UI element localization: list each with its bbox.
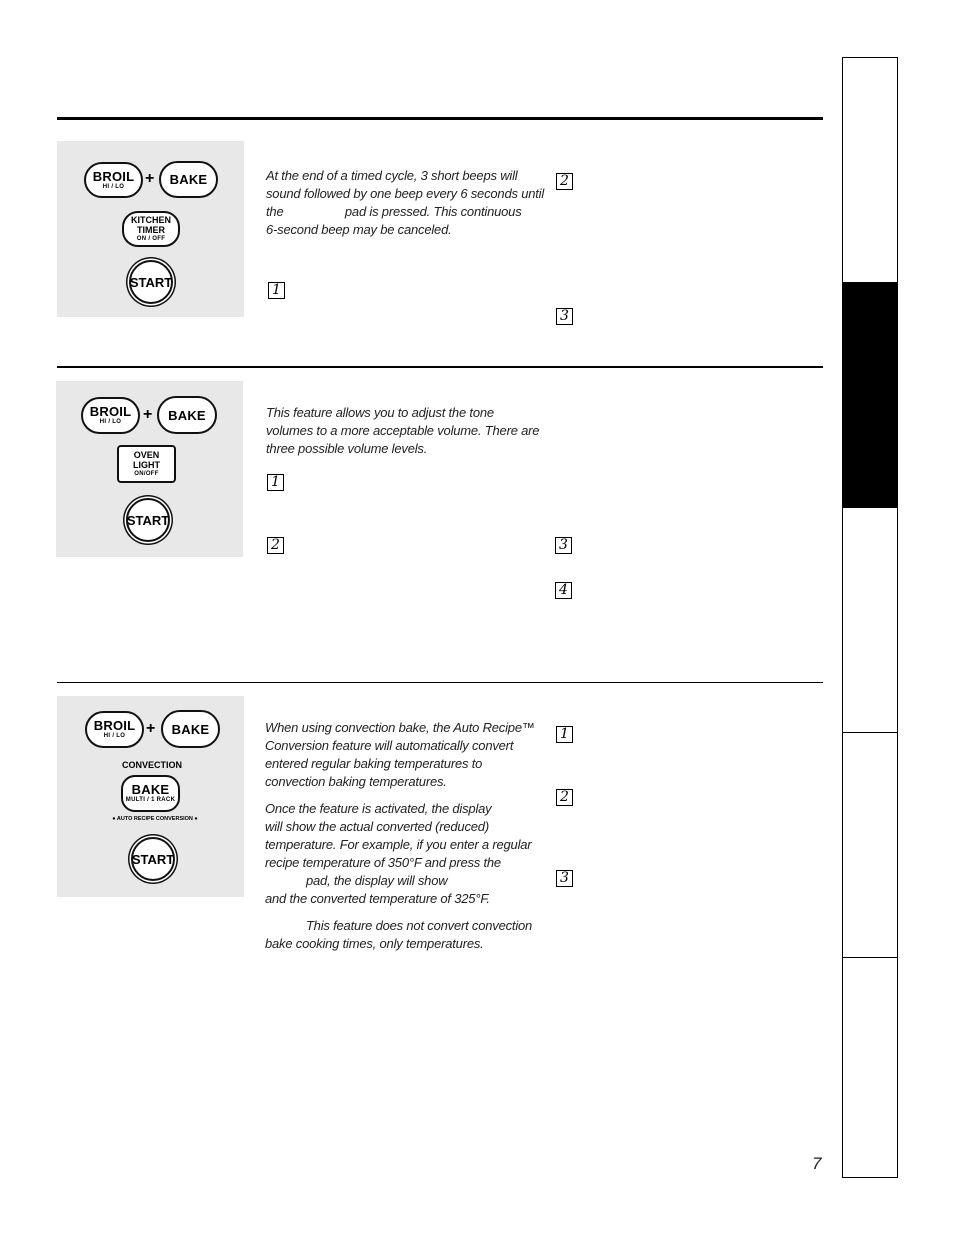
keypad-illustration-timer (57, 141, 244, 317)
paragraph-line: will show the actual converted (reduced) (265, 819, 489, 834)
step-number-box: 3 (556, 870, 573, 887)
paragraph-line: When using convection bake, the Auto Recipe™ (265, 720, 535, 735)
paragraph-line: Conversion feature will automatically convert (265, 738, 514, 753)
broil-pad (84, 162, 143, 198)
paragraph-line: This feature does not convert convection (265, 918, 533, 933)
paragraph-line: the pad is pressed. This continuous (266, 204, 522, 219)
paragraph-line: temperature. For example, if you enter a regular (265, 837, 532, 852)
paragraph-line: sound followed by one beep every 6 seconds until (266, 186, 545, 201)
paragraph-line: pad, the display will show (265, 873, 448, 888)
paragraph-line: Once the feature is activated, the display (265, 801, 492, 816)
step-number-box: 4 (555, 582, 572, 599)
oven-light-sublabel: ON/OFF (134, 471, 159, 477)
auto-recipe-conversion-label: ● AUTO RECIPE CONVERSION ● (112, 816, 198, 822)
paragraph-line: At the end of a timed cycle, 3 short beeps will (266, 168, 518, 183)
plus-sign: + (143, 406, 153, 423)
paragraph-line: volumes to a more acceptable volume. There are (266, 423, 540, 438)
start-pad-label: START (131, 851, 175, 867)
keypad-illustration-auto-recipe (57, 696, 244, 897)
section-tabs (842, 57, 898, 1178)
bake-pad-label: BAKE (169, 172, 208, 187)
kitchen-timer-label-1: KITCHEN (131, 215, 171, 225)
tab-divider (843, 957, 897, 958)
keypad-illustration-tone-volume (56, 381, 243, 557)
paragraph-line: bake cooking times, only temperatures. (265, 936, 484, 951)
step-number-box: 2 (556, 173, 573, 190)
convection-label: CONVECTION (121, 760, 182, 770)
broil-pad-sublabel: HI / LO (103, 733, 126, 739)
paragraph-line: and the converted temperature of 325°F. (265, 891, 490, 906)
page-number: 7 (812, 1154, 822, 1173)
paragraph-line: This feature allows you to adjust the tone (266, 405, 494, 420)
kitchen-timer-label-2: TIMER (137, 225, 165, 235)
active-section-tab (843, 282, 897, 508)
step-number-box: 2 (556, 789, 573, 806)
broil-pad-label: BROIL (93, 718, 136, 733)
bake-pad (157, 396, 217, 434)
bake-pad (159, 161, 218, 198)
bake-pad-label: BAKE (168, 407, 206, 423)
broil-pad-label: BROIL (92, 168, 135, 184)
step-number-box: 3 (555, 537, 572, 554)
tab-divider (843, 507, 897, 508)
broil-pad (81, 397, 140, 434)
start-pad-label: START (129, 274, 173, 290)
plus-sign: + (146, 720, 156, 737)
section-divider-top (57, 117, 823, 120)
section-divider-lower (57, 682, 823, 683)
section-divider-middle (57, 366, 823, 368)
broil-pad-label: BROIL (89, 404, 132, 419)
step-number-box: 1 (556, 726, 573, 743)
start-pad (129, 260, 173, 304)
start-pad-label: START (126, 512, 170, 528)
step-number-box: 3 (556, 308, 573, 325)
paragraph-line: convection baking temperatures. (265, 774, 447, 789)
broil-pad-sublabel: HI / LO (99, 419, 122, 425)
step-number-box: 2 (267, 537, 284, 554)
paragraph-line: 6-second beep may be canceled. (266, 222, 452, 237)
oven-light-pad (117, 445, 176, 483)
plus-sign: + (145, 170, 155, 187)
kitchen-timer-pad (122, 211, 180, 247)
paragraph-line: recipe temperature of 350°F and press the (265, 855, 501, 870)
convection-bake-pad (121, 775, 180, 812)
paragraph-line: three possible volume levels. (266, 441, 428, 456)
broil-pad (85, 711, 144, 748)
broil-pad-sublabel: HI / LO (102, 183, 125, 190)
start-pad (131, 837, 175, 881)
step-number-box: 1 (268, 282, 285, 299)
kitchen-timer-sublabel: ON / OFF (136, 236, 166, 242)
step-number-box: 1 (267, 474, 284, 491)
tab-divider (843, 732, 897, 733)
bake-pad-label: BAKE (171, 721, 210, 737)
bake-pad (161, 710, 220, 748)
convection-bake-label: BAKE (131, 782, 170, 797)
start-pad (126, 498, 170, 542)
convection-bake-sublabel: MULTI / 1 RACK (125, 797, 176, 803)
paragraph-line: entered regular baking temperatures to (265, 756, 483, 771)
oven-light-label-1: OVEN (133, 450, 160, 460)
oven-light-label-2: LIGHT (133, 460, 160, 470)
